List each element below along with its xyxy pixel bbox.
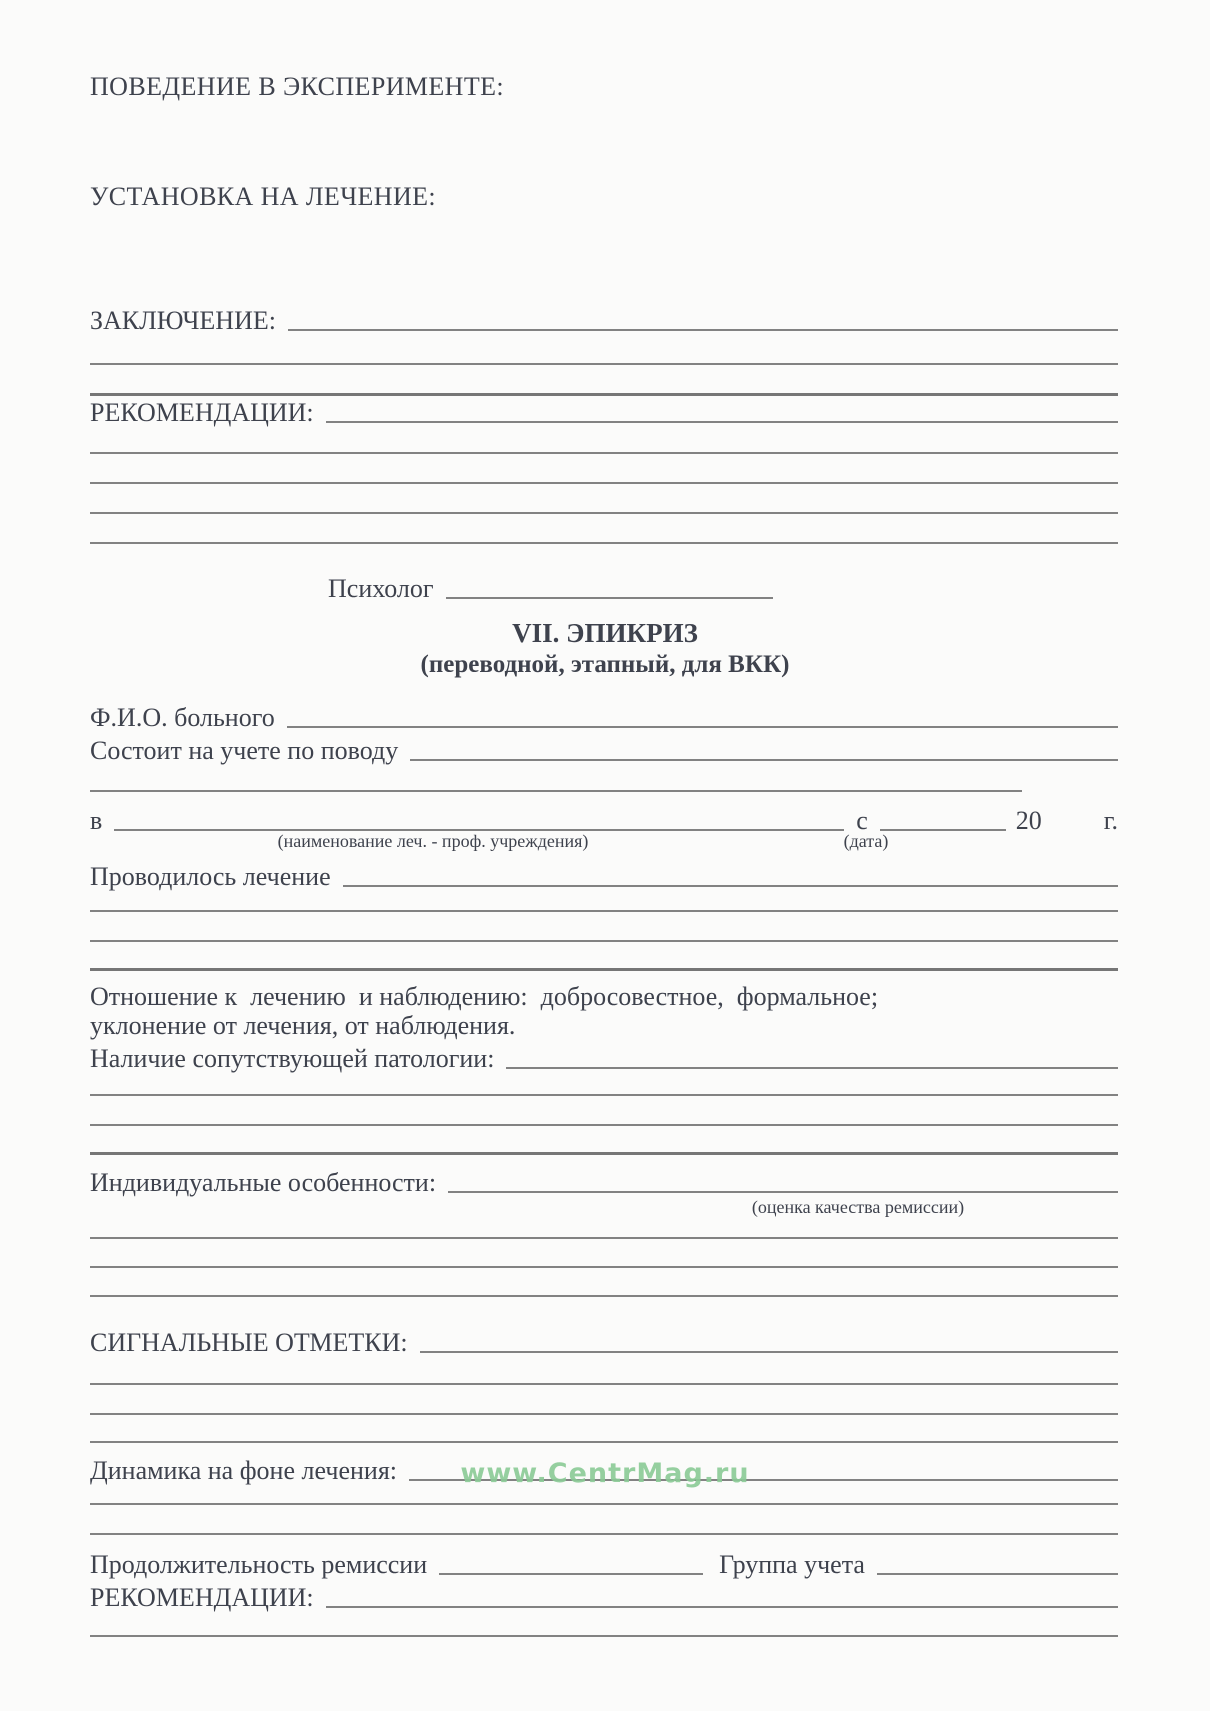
ruled-line	[90, 1635, 1118, 1637]
comorbidity-field	[90, 1040, 1118, 1074]
registered-reason-field	[90, 732, 1118, 766]
treatment-field	[90, 858, 1118, 892]
psychologist-signature-line	[446, 596, 773, 599]
ruled-line	[90, 1094, 1118, 1096]
remission-duration-write-in-line	[439, 1572, 703, 1575]
patient-name-write-in-line	[287, 725, 1118, 728]
individual-features-label: Индивидуальные особенности:	[90, 1168, 437, 1197]
account-group-label: Группа учета	[719, 1550, 865, 1579]
ruled-line	[90, 1152, 1118, 1155]
epicrisis-subtitle: (переводной, этапный, для ВКК)	[420, 651, 790, 678]
ruled-line	[90, 512, 1118, 514]
date-caption: (дата)	[843, 831, 889, 851]
psychologist-label: Психолог	[328, 574, 434, 603]
recommendations2-field	[90, 1579, 1118, 1613]
ruled-line	[90, 1503, 1118, 1505]
ruled-line	[90, 1295, 1118, 1297]
treatment-label: Проводилось лечение	[90, 862, 331, 891]
signal-marks-write-in-line	[420, 1350, 1118, 1353]
patient-name-field	[90, 699, 1118, 733]
treatment-write-in-line	[343, 884, 1118, 887]
ruled-line	[90, 1124, 1118, 1126]
ruled-line	[90, 968, 1118, 971]
attitude-text-line1: Отношение к лечению и наблюдению: добросовестное, формальное;	[90, 982, 879, 1011]
signal-marks-field	[90, 1324, 1118, 1358]
signal-marks-label: СИГНАЛЬНЫЕ ОТМЕТКИ:	[90, 1328, 408, 1357]
year-suffix: г.	[1103, 806, 1118, 835]
dynamics-label: Динамика на фоне лечения:	[90, 1456, 397, 1485]
ruled-line	[90, 1237, 1118, 1239]
recommendations2-write-in-line	[326, 1605, 1118, 1608]
registered-reason-write-in-line	[410, 758, 1118, 761]
ruled-line	[90, 1413, 1118, 1415]
comorbidity-label: Наличие сопутствующей патологии:	[90, 1044, 495, 1073]
patient-name-label: Ф.И.О. больного	[90, 703, 275, 732]
ruled-line	[90, 363, 1118, 365]
ruled-line	[90, 452, 1118, 454]
ruled-line	[90, 1533, 1118, 1535]
conclusion-field	[90, 302, 1118, 336]
conclusion-label: ЗАКЛЮЧЕНИЕ:	[90, 306, 276, 335]
ruled-line	[90, 542, 1118, 544]
psychologist-signature-field	[328, 570, 773, 604]
recommendations-label: РЕКОМЕНДАЦИИ:	[90, 398, 314, 427]
remission-duration-group-field	[90, 1546, 1118, 1580]
account-group-write-in-line	[877, 1572, 1118, 1575]
recommendations2-label: РЕКОМЕНДАЦИИ:	[90, 1583, 314, 1612]
remission-duration-label: Продолжительность ремиссии	[90, 1550, 428, 1579]
recommendations-field	[90, 394, 1118, 428]
year-prefix: 20	[1015, 806, 1042, 835]
ruled-line	[90, 940, 1118, 942]
recommendations-write-in-line	[326, 420, 1118, 423]
ruled-line	[90, 1441, 1118, 1443]
behavior-heading: ПОВЕДЕНИЕ В ЭКСПЕРИМЕНТЕ:	[90, 72, 505, 101]
ruled-line	[90, 1383, 1118, 1385]
treatment-setting-heading: УСТАНОВКА НА ЛЕЧЕНИЕ:	[90, 182, 437, 211]
ruled-line	[90, 482, 1118, 484]
from-label: с	[856, 806, 868, 835]
individual-features-field	[90, 1164, 1118, 1198]
ruled-line	[90, 790, 1022, 792]
registered-reason-label: Состоит на учете по поводу	[90, 736, 399, 765]
epicrisis-title: VII. ЭПИКРИЗ	[512, 618, 698, 648]
ruled-line	[90, 1266, 1118, 1268]
ruled-line	[90, 910, 1118, 912]
individual-features-write-in-line	[448, 1190, 1118, 1193]
institution-caption: (наименование леч. - проф. учреждения)	[277, 831, 589, 851]
conclusion-write-in-line	[288, 328, 1118, 331]
comorbidity-write-in-line	[506, 1066, 1118, 1069]
attitude-text-line2: уклонение от лечения, от наблюдения.	[90, 1011, 516, 1040]
centrmag-watermark: www.CentrMag.ru	[460, 1458, 750, 1489]
in-label: в	[90, 806, 103, 835]
remission-quality-caption: (оценка качества ремиссии)	[751, 1197, 965, 1217]
